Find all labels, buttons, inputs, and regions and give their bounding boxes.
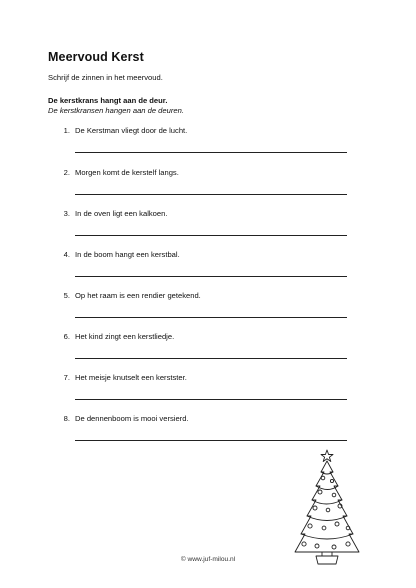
exercise-item bbox=[0, 330, 416, 370]
example-block bbox=[48, 96, 184, 116]
answer-line[interactable] bbox=[75, 440, 347, 441]
exercise-number: 1. bbox=[63, 126, 70, 135]
exercise-number: 6. bbox=[63, 332, 70, 341]
exercise-sentence: De Kerstman vliegt door de lucht. bbox=[75, 126, 188, 135]
exercise-item bbox=[0, 248, 416, 288]
exercise-item bbox=[0, 124, 416, 164]
exercise-sentence: Morgen komt de kerstelf langs. bbox=[75, 168, 179, 177]
exercise-number: 3. bbox=[63, 209, 70, 218]
answer-line[interactable] bbox=[75, 317, 347, 318]
exercise-item bbox=[0, 207, 416, 247]
page-title: Meervoud Kerst bbox=[48, 50, 144, 64]
example-answer: De kerstkransen hangen aan de deuren. bbox=[48, 106, 184, 115]
exercise-sentence: In de oven ligt een kalkoen. bbox=[75, 209, 168, 218]
answer-line[interactable] bbox=[75, 194, 347, 195]
exercise-number: 8. bbox=[63, 414, 70, 423]
exercise-item bbox=[0, 166, 416, 206]
answer-line[interactable] bbox=[75, 358, 347, 359]
exercise-item bbox=[0, 371, 416, 411]
exercise-number: 7. bbox=[63, 373, 70, 382]
christmas-tree-icon bbox=[290, 448, 370, 566]
exercise-item bbox=[0, 289, 416, 329]
exercise-sentence: De dennenboom is mooi versierd. bbox=[75, 414, 189, 423]
answer-line[interactable] bbox=[75, 276, 347, 277]
example-sentence: De kerstkrans hangt aan de deur. bbox=[48, 96, 168, 105]
answer-line[interactable] bbox=[75, 152, 347, 153]
answer-line[interactable] bbox=[75, 235, 347, 236]
exercise-number: 2. bbox=[63, 168, 70, 177]
footer-copyright: © www.juf-milou.nl bbox=[180, 556, 236, 563]
exercise-number: 4. bbox=[63, 250, 70, 259]
exercise-item bbox=[0, 412, 416, 452]
instruction-text: Schrijf de zinnen in het meervoud. bbox=[48, 73, 163, 82]
exercise-sentence: In de boom hangt een kerstbal. bbox=[75, 250, 180, 259]
exercise-sentence: Op het raam is een rendier getekend. bbox=[75, 291, 201, 300]
answer-line[interactable] bbox=[75, 399, 347, 400]
exercise-sentence: Het meisje knutselt een kerstster. bbox=[75, 373, 187, 382]
exercise-number: 5. bbox=[63, 291, 70, 300]
exercise-sentence: Het kind zingt een kerstliedje. bbox=[75, 332, 175, 341]
